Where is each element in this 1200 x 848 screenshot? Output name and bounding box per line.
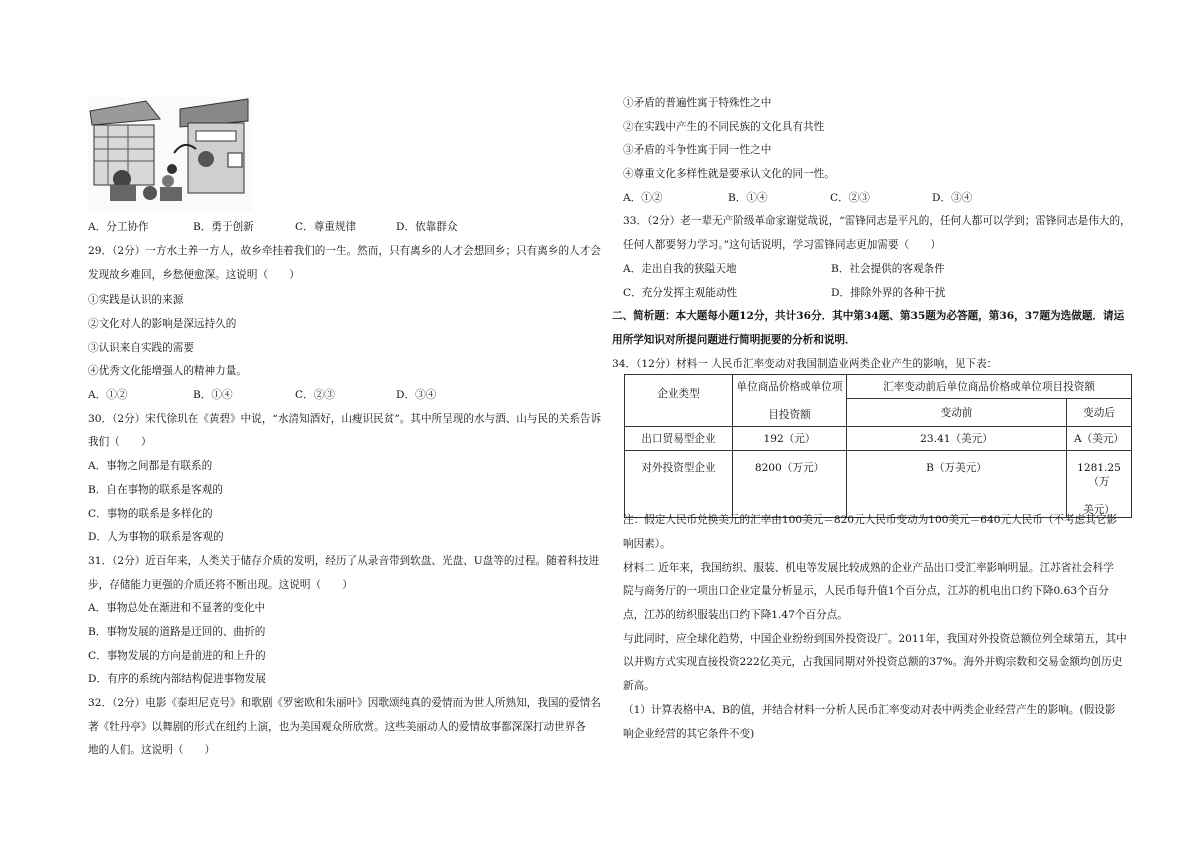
q28-option-a: A．分工协作 <box>88 221 149 233</box>
q32-option-d: D．③④ <box>932 192 973 204</box>
table-cell: A（美元） <box>1067 427 1132 451</box>
q30-stem-line-2: 我们（ ） <box>88 436 152 448</box>
q30-option-a: A．事物之间都是有联系的 <box>88 460 213 472</box>
table-cell: 8200（万元） <box>733 451 847 518</box>
section-2-line-1: 二、简析题：本大题每小题12分，共计36分．其中第34题、第35题为必答题，第36，37题为选做题．请运 <box>612 310 1125 322</box>
q30-option-d: D．人为事物的联系是客观的 <box>88 531 224 543</box>
q33-option-d: D．排除外界的各种干扰 <box>831 287 946 299</box>
q29-option-c: C．②③ <box>295 389 335 401</box>
q29-item-2: ②文化对人的影响是深远持久的 <box>88 318 237 330</box>
q32-option-c: C．②③ <box>830 192 870 204</box>
note-line-2: 响因素）。 <box>623 538 671 550</box>
material-2-line-1: 材料二 近年来，我国纺织、服装、机电等发展比较成熟的企业产品出口受汇率影响明显。江苏省社会科学 <box>623 562 1114 574</box>
table-cell: 对外投资型企业 <box>625 451 733 518</box>
q32-option-a: A．①② <box>623 192 663 204</box>
q32-item-3: ③矛盾的斗争性寓于同一性之中 <box>623 144 772 156</box>
q29-option-d: D．③④ <box>396 389 437 401</box>
q28-option-d: D．依靠群众 <box>396 221 458 233</box>
table-cell: B（万美元） <box>847 451 1067 518</box>
material-3-line-2: 以并购方式实现直接投资222亿美元，占我国同期对外投资总额的37%。海外并购宗数和交易金额均创历史 <box>623 656 1123 668</box>
note-line-1: 注：假定人民币兑换美元的汇率由100美元＝820元人民币变动为100美元＝640元人民币（不考虑其它影 <box>623 514 1118 526</box>
q31-stem-line-1: 31．（2分）近百年来，人类关于储存介质的发明，经历了从录音带到软盘、光盘、U盘等的过程。随着科技进 <box>88 555 600 567</box>
q32-item-4: ④尊重文化多样性就是要承认文化的同一性。 <box>623 168 835 180</box>
q29-option-b: B．①④ <box>193 389 233 401</box>
table-header-type: 企业类型 <box>625 375 733 427</box>
q31-option-d: D．有序的系统内部结构促进事物发展 <box>88 673 266 685</box>
table-row <box>625 427 1132 451</box>
exchange-rate-table <box>624 374 1132 518</box>
material-2-line-3: 点，江苏的纺织服装出口约下降1.47个百分点。 <box>623 609 848 621</box>
table-cell: 出口贸易型企业 <box>625 427 733 451</box>
q33-option-b: B．社会提供的客观条件 <box>831 263 945 275</box>
q32-stem-line-3: 地的人们。这说明（ ） <box>88 744 216 756</box>
q29-item-1: ①实践是认识的来源 <box>88 294 184 306</box>
q34-intro: 34．（12分）材料一 人民币汇率变动对我国制造业两类企业产生的影响，见下表： <box>612 358 998 370</box>
q31-option-b: B．事物发展的道路是迂回的、曲折的 <box>88 626 266 638</box>
q32-item-1: ①矛盾的普遍性寓于特殊性之中 <box>623 97 772 109</box>
q32-stem-line-2: 著《牡丹亭》以舞剧的形式在纽约上演，也为美国观众所欣赏。这些美丽动人的爱情故事都深深打动世界各 <box>88 721 586 733</box>
q33-stem-line-2: 任何人都要努力学习。”这句话说明，学习雷锋同志更加需要（ ） <box>623 239 941 251</box>
q29-stem-line-2: 发现故乡难回，乡愁便愈深。这说明（ ） <box>88 269 300 281</box>
q28-option-b: B．勇于创新 <box>193 221 254 233</box>
q34-1-line-1: （1）计算表格中A、B的值，并结合材料一分析人民币汇率变动对表中两类企业经营产生的影响。(假设影 <box>623 704 1116 716</box>
q33-stem-line-1: 33．（2分）老一辈无产阶级革命家谢觉哉说，“雷锋同志是平凡的，任何人都可以学到；雷锋同志是伟大的， <box>623 215 1131 227</box>
q30-option-c: C．事物的联系是多样化的 <box>88 508 213 520</box>
table-header-before: 变动前 <box>847 399 1067 427</box>
q34-1-line-2: 响企业经营的其它条件不变) <box>623 728 755 740</box>
table-row <box>625 451 1132 518</box>
q30-stem-line-1: 30．（2分）宋代徐玑在《黄碧》中说，“水清知酒好，山瘦识民贫”。其中所呈现的水与酒、山与民的关系告诉 <box>88 413 602 425</box>
q33-option-a: A．走出自我的狭隘天地 <box>623 263 737 275</box>
table-header-change: 汇率变动前后单位商品价格或单位项目投资额 <box>847 375 1132 399</box>
q28-option-c: C．尊重规律 <box>295 221 357 233</box>
q29-item-4: ④优秀文化能增强人的精神力量。 <box>88 365 247 377</box>
q31-stem-line-2: 步，存储能力更强的介质还将不断出现。这说明（ ） <box>88 579 353 591</box>
section-2-line-2: 用所学知识对所提问题进行简明扼要的分析和说明． <box>612 334 856 346</box>
q30-option-b: B．自在事物的联系是客观的 <box>88 484 223 496</box>
material-2-line-2: 院与商务厅的一项出口企业定量分析显示，人民币每升值1个百分点，江苏的机电出口约下降0.63个百分 <box>623 585 1109 597</box>
q32-item-2: ②在实践中产生的不同民族的文化具有共性 <box>623 121 825 133</box>
q33-option-c: C．充分发挥主观能动性 <box>623 287 738 299</box>
material-3-line-3: 新高。 <box>623 680 655 692</box>
table-cell: 1281.25（万 美元） <box>1067 451 1132 518</box>
q29-option-a: A．①② <box>88 389 128 401</box>
q32-option-b: B．①④ <box>728 192 768 204</box>
q29-stem-line-1: 29．（2分）一方水土养一方人，故乡牵挂着我们的一生。然而，只有离乡的人才会想回乡；只有离乡的人才会 <box>88 245 601 257</box>
material-3-line-1: 与此同时，应全球化趋势，中国企业纷纷到国外投资设厂。2011年，我国对外投资总额位列全球第五，其中 <box>623 633 1127 645</box>
q29-item-3: ③认识来自实践的需要 <box>88 342 194 354</box>
cartoon-illustration <box>88 97 252 211</box>
table-cell: 192（元） <box>733 427 847 451</box>
q31-option-c: C．事物发展的方向是前进的和上升的 <box>88 650 266 662</box>
table-header-after: 变动后 <box>1067 399 1132 427</box>
q32-stem-line-1: 32．（2分）电影《泰坦尼克号》和歌剧《罗密欧和朱丽叶》因歌颂纯真的爱情而为世人所熟知，我国的爱情名 <box>88 697 601 709</box>
table-cell: 23.41（美元） <box>847 427 1067 451</box>
q31-option-a: A．事物总处在渐进和不显著的变化中 <box>88 602 266 614</box>
table-header-unit: 单位商品价格或单位项 目投资额 <box>733 375 847 427</box>
